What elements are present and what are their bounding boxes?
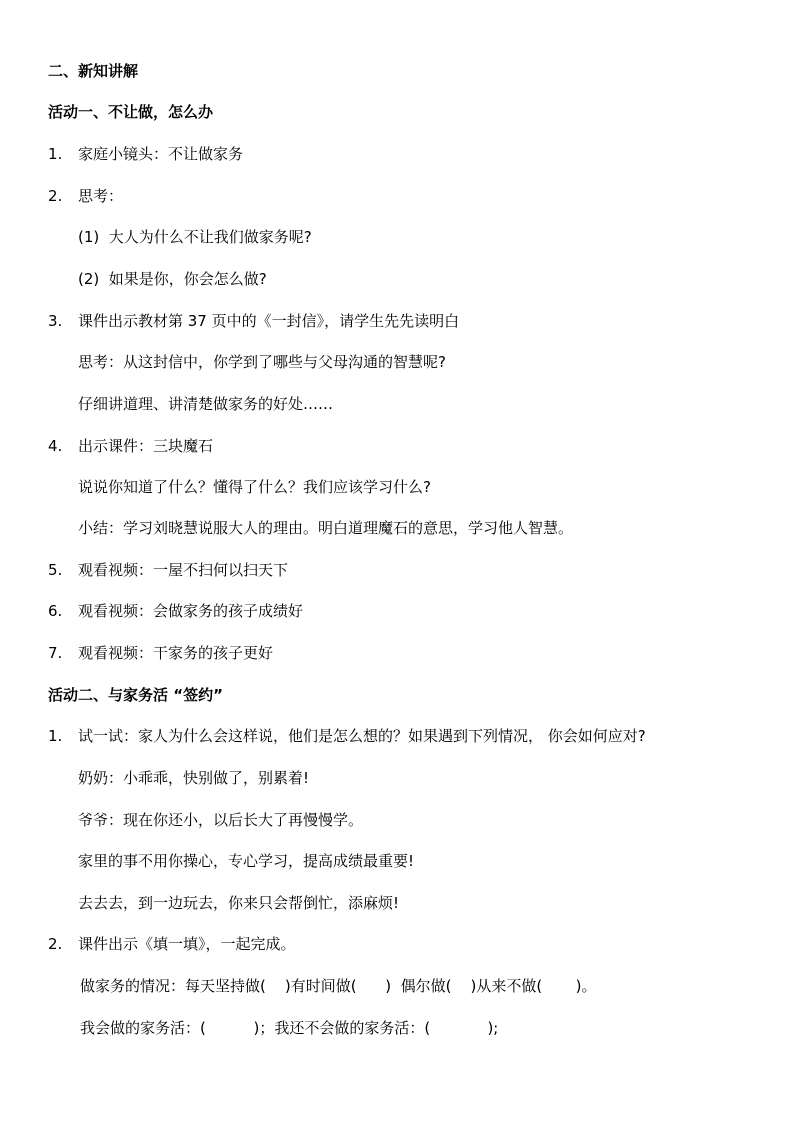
sub-item: 奶奶：小乖乖，快别做了，别累着!: [78, 769, 310, 787]
list-item-number: 3.: [48, 312, 63, 330]
list-item: 课件出示教材第 37 页中的《一封信》，请学生先先读明白: [78, 312, 460, 330]
sub-item: (2) 如果是你，你会怎么做?: [78, 270, 267, 288]
list-item-number: 2.: [48, 935, 63, 953]
sub-item: 说说你知道了什么？懂得了什么？我们应该学习什么?: [78, 478, 431, 496]
list-item: 思考：: [78, 187, 124, 205]
activity1-title: 活动一、不让做，怎么办: [48, 103, 214, 121]
fill-in-line: 做家务的情况：每天坚持做( )有时间做( ) 偶尔做( )从来不做( )。: [80, 977, 597, 995]
list-item: 出示课件：三块魔石: [78, 437, 214, 455]
fill-in-line: 我会做的家务活：( )；我还不会做的家务活：( );: [80, 1019, 499, 1037]
sub-item: 小结：学习刘晓慧说服大人的理由。明白道理魔石的意思，学习他人智慧。: [78, 519, 574, 537]
sub-item: 家里的事不用你操心，专心学习，提高成绩最重要!: [78, 852, 415, 870]
list-item-number: 2.: [48, 187, 63, 205]
sub-item: (1) 大人为什么不让我们做家务呢?: [78, 228, 312, 246]
list-item: 观看视频：会做家务的孩子成绩好: [78, 602, 304, 620]
list-item: 观看视频：干家务的孩子更好: [78, 644, 274, 662]
sub-item: 去去去，到一边玩去，你来只会帮倒忙，添麻烦!: [78, 894, 400, 912]
list-item: 观看视频：一屋不扫何以扫天下: [78, 561, 289, 579]
section-title: 二、新知讲解: [48, 62, 139, 80]
list-item: 试一试：家人为什么会这样说，他们是怎么想的？如果遇到下列情况， 你会如何应对?: [78, 727, 646, 745]
list-item: 家庭小镜头：不让做家务: [78, 145, 244, 163]
list-item-number: 6.: [48, 602, 63, 620]
list-item-number: 4.: [48, 437, 63, 455]
activity2-title: 活动二、与家务活 “签约”: [48, 686, 223, 704]
list-item-number: 5.: [48, 561, 63, 579]
list-item-number: 1.: [48, 145, 63, 163]
sub-item: 思考：从这封信中，你学到了哪些与父母沟通的智慧呢?: [78, 353, 446, 371]
list-item-number: 1.: [48, 727, 63, 745]
list-item: 课件出示《填一填》，一起完成。: [78, 935, 296, 953]
sub-item: 仔细讲道理、讲清楚做家务的好处……: [78, 395, 334, 413]
list-item-number: 7.: [48, 644, 63, 662]
sub-item: 爷爷：现在你还小，以后长大了再慢慢学。: [78, 811, 364, 829]
